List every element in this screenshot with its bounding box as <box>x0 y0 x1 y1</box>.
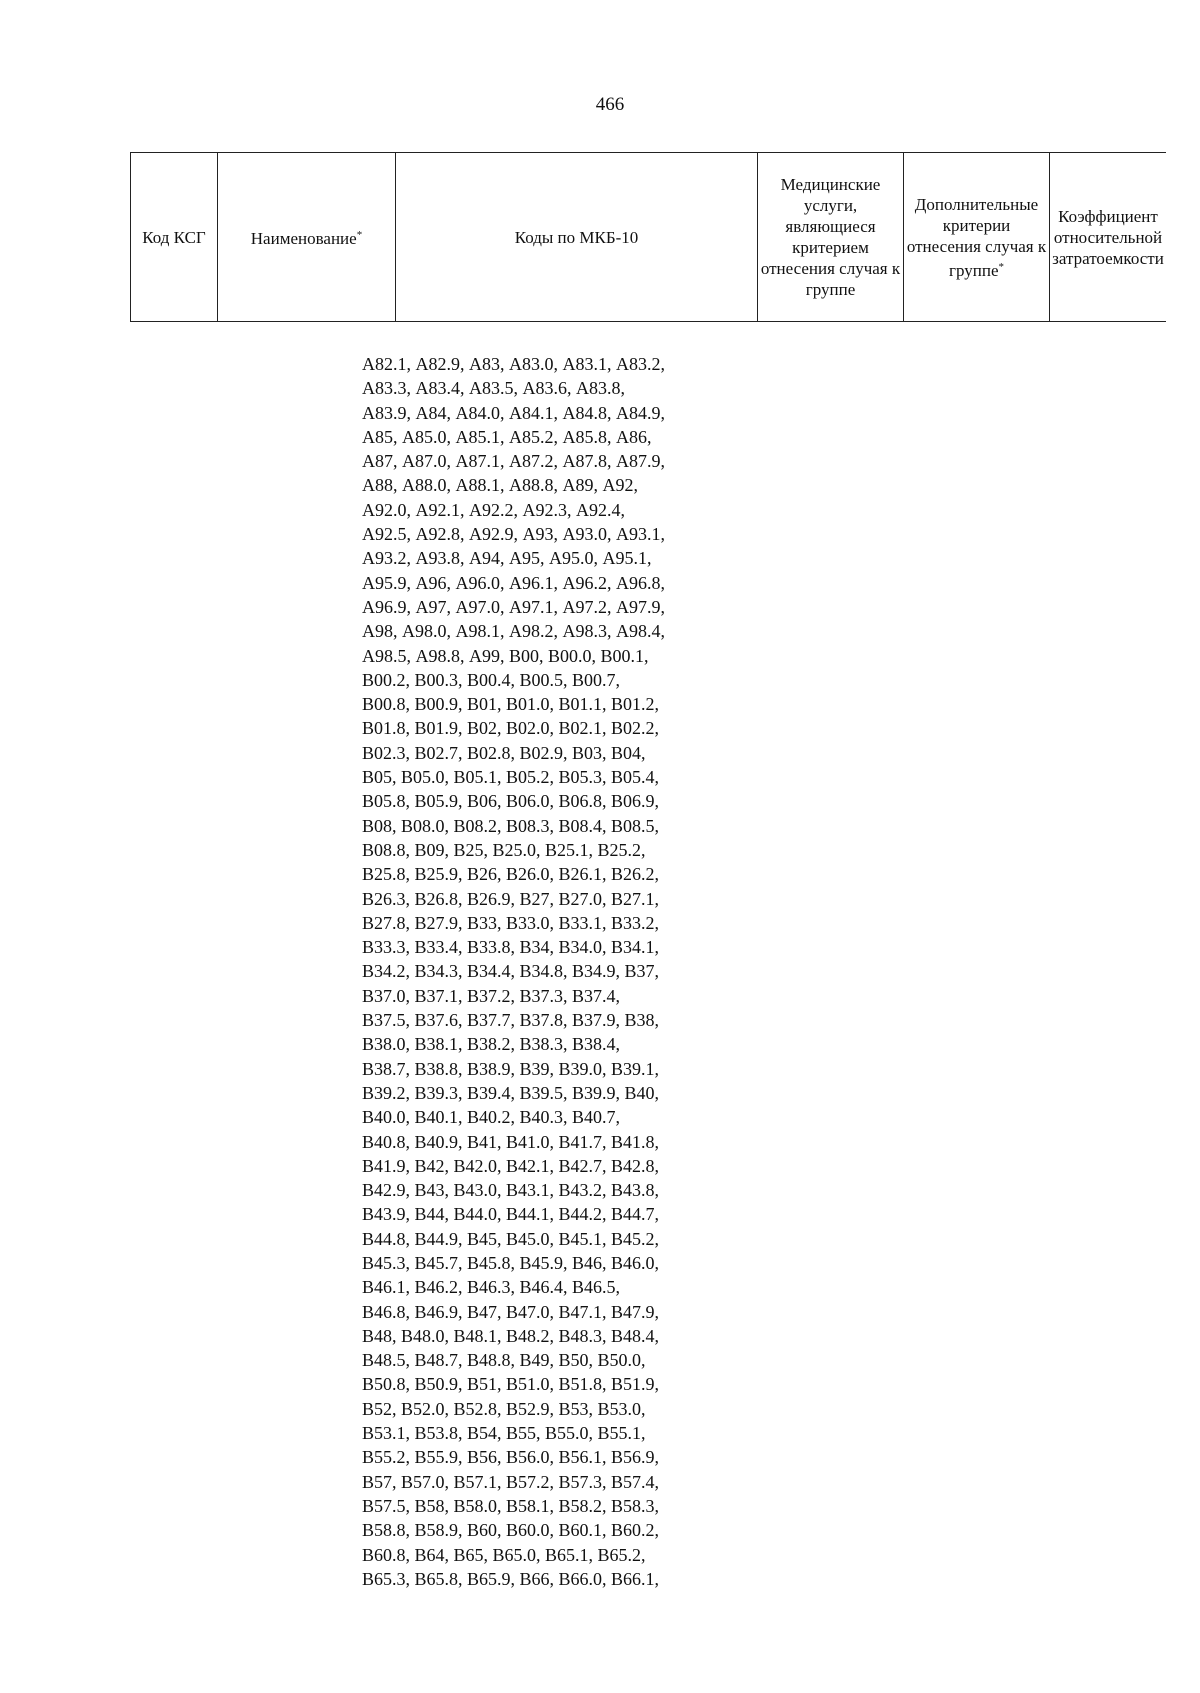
header-cell-additional <box>904 153 1050 322</box>
table-header <box>130 152 1166 322</box>
icd-code-line: А96.9, А97, А97.0, А97.1, А97.2, А97.9, <box>362 596 665 617</box>
icd-code-line: А87, А87.0, А87.1, А87.2, А87.8, А87.9, <box>362 451 665 472</box>
icd-code-line: А92.5, А92.8, А92.9, А93, А93.0, А93.1, <box>362 524 665 545</box>
icd-code-line: В34.2, В34.3, В34.4, В34.8, В34.9, В37, <box>362 961 660 982</box>
icd-code-line: В27.8, В27.9, В33, В33.0, В33.1, В33.2, <box>362 912 660 933</box>
header-additional-label: Дополнительные критерии отнесения случая к группе <box>906 194 1047 280</box>
icd-code-line: А95.9, А96, А96.0, А96.1, А96.2, А96.8, <box>362 572 665 593</box>
icd-code-line: А83.3, А83.4, А83.5, А83.6, А83.8, <box>362 378 625 399</box>
icd-code-line: В58.8, В58.9, В60, В60.0, В60.1, В60.2, <box>362 1520 660 1541</box>
header-cell-coefficient <box>1050 153 1167 322</box>
icd-code-line: А83.9, А84, А84.0, А84.1, А84.8, А84.9, <box>362 402 665 423</box>
icd-code-list <box>362 352 742 1591</box>
icd-code-line: В38.0, В38.1, В38.2, В38.3, В38.4, <box>362 1034 621 1055</box>
icd-code-line: В02.3, В02.7, В02.8, В02.9, В03, В04, <box>362 742 646 763</box>
icd-code-line: В55.2, В55.9, В56, В56.0, В56.1, В56.9, <box>362 1447 660 1468</box>
icd-code-line: В37.0, В37.1, В37.2, В37.3, В37.4, <box>362 985 621 1006</box>
icd-code-line: В40.8, В40.9, В41, В41.0, В41.7, В41.8, <box>362 1131 660 1152</box>
header-med-services-label: Медицинские услуги, являющиеся критерием отнесения случая к группе <box>760 175 901 299</box>
icd-code-line: В46.8, В46.9, В47, В47.0, В47.1, В47.9, <box>362 1301 660 1322</box>
asterisk-mark: * <box>998 260 1004 273</box>
icd-code-line: В45.3, В45.7, В45.8, В45.9, В46, В46.0, <box>362 1252 660 1273</box>
icd-code-line: В52, В52.0, В52.8, В52.9, В53, В53.0, <box>362 1398 646 1419</box>
icd-code-line: В57, В57.0, В57.1, В57.2, В57.3, В57.4, <box>362 1471 660 1492</box>
header-cell-code <box>131 153 218 322</box>
icd-code-line: В48, В48.0, В48.1, В48.2, В48.3, В48.4, <box>362 1325 660 1346</box>
icd-code-line: В08.8, В09, В25, В25.0, В25.1, В25.2, <box>362 839 646 860</box>
icd-code-line: В39.2, В39.3, В39.4, В39.5, В39.9, В40, <box>362 1082 660 1103</box>
header-cell-name <box>218 153 396 322</box>
header-cell-med-services <box>758 153 904 322</box>
icd-code-line: В40.0, В40.1, В40.2, В40.3, В40.7, <box>362 1107 621 1128</box>
header-cell-mkb <box>396 153 758 322</box>
icd-code-line: В65.3, В65.8, В65.9, В66, В66.0, В66.1, <box>362 1568 660 1589</box>
icd-code-line: В00.8, В00.9, В01, В01.0, В01.1, В01.2, <box>362 694 660 715</box>
icd-code-line: А88, А88.0, А88.1, А88.8, А89, А92, <box>362 475 638 496</box>
icd-code-line: В50.8, В50.9, В51, В51.0, В51.8, В51.9, <box>362 1374 660 1395</box>
icd-code-line: А98, А98.0, А98.1, А98.2, А98.3, А98.4, <box>362 621 665 642</box>
icd-code-line: А82.1, А82.9, А83, А83.0, А83.1, А83.2, <box>362 354 665 374</box>
icd-code-line: В08, В08.0, В08.2, В08.3, В08.4, В08.5, <box>362 815 660 836</box>
icd-code-line: А85, А85.0, А85.1, А85.2, А85.8, А86, <box>362 426 652 447</box>
icd-code-line: В43.9, В44, В44.0, В44.1, В44.2, В44.7, <box>362 1204 660 1225</box>
asterisk-mark: * <box>356 229 363 241</box>
icd-code-line: В41.9, В42, В42.0, В42.1, В42.7, В42.8, <box>362 1155 660 1176</box>
icd-code-line: В26.3, В26.8, В26.9, В27, В27.0, В27.1, <box>362 888 660 909</box>
header-coefficient-label: Коэффициент относительной затратоемкости <box>1052 206 1164 268</box>
icd-code-line: В57.5, В58, В58.0, В58.1, В58.2, В58.3, <box>362 1495 660 1516</box>
icd-code-line: В53.1, В53.8, В54, В55, В55.0, В55.1, <box>362 1423 646 1444</box>
icd-code-line: А93.2, А93.8, А94, А95, А95.0, А95.1, <box>362 548 652 569</box>
icd-code-line: В48.5, В48.7, В48.8, В49, В50, В50.0, <box>362 1350 646 1371</box>
icd-code-line: В60.8, В64, В65, В65.0, В65.1, В65.2, <box>362 1544 646 1565</box>
header-mkb-label: Коды по МКБ-10 <box>514 227 639 247</box>
icd-code-line: В00.2, В00.3, В00.4, В00.5, В00.7, <box>362 669 621 690</box>
header-name-label: Наименование <box>250 229 357 248</box>
icd-code-line: В38.7, В38.8, В38.9, В39, В39.0, В39.1, <box>362 1058 660 1079</box>
icd-code-line: В05, В05.0, В05.1, В05.2, В05.3, В05.4, <box>362 767 660 788</box>
icd-code-line: В33.3, В33.4, В33.8, В34, В34.0, В34.1, <box>362 937 660 958</box>
icd-code-line: В01.8, В01.9, В02, В02.0, В02.1, В02.2, <box>362 718 660 739</box>
icd-code-line: В37.5, В37.6, В37.7, В37.8, В37.9, В38, <box>362 1010 660 1031</box>
icd-code-line: А98.5, А98.8, А99, В00, В00.0, В00.1, <box>362 645 649 666</box>
icd-code-line: В25.8, В25.9, В26, В26.0, В26.1, В26.2, <box>362 864 660 885</box>
icd-code-line: А92.0, А92.1, А92.2, А92.3, А92.4, <box>362 499 625 520</box>
icd-code-line: В44.8, В44.9, В45, В45.0, В45.1, В45.2, <box>362 1228 660 1249</box>
page-number: 466 <box>595 94 625 115</box>
header-code-label: Код КСГ <box>142 227 206 247</box>
icd-code-line: В42.9, В43, В43.0, В43.1, В43.2, В43.8, <box>362 1180 660 1201</box>
icd-code-line: В46.1, В46.2, В46.3, В46.4, В46.5, <box>362 1277 621 1298</box>
icd-code-line: В05.8, В05.9, В06, В06.0, В06.8, В06.9, <box>362 791 660 812</box>
